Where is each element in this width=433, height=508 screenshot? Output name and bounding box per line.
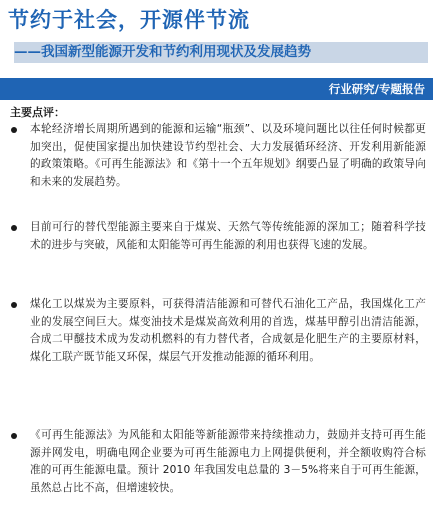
bullet-text: 本轮经济增长周期所遇到的能源和运输“瓶颈”、以及环境问题比以往任何时候都更加突出，促使国家提出加快建设节约型社会、大力发展循环经济、开发利用新能源的政策策略。《可再生能源法》和《第十一个五年规划》纲要凸显了明确的政策导向和未来的发展趋势。: [30, 123, 426, 188]
bullet-text: 目前可行的替代型能源主要来自于煤炭、天然气等传统能源的深加工；随着科学技术的进步与突破，风能和太阳能等可再生能源的利用也获得飞速的发展。: [30, 221, 426, 251]
bullet-icon: [11, 433, 17, 439]
report-subtitle: ——我国新型能源开发和节约利用现状及发展趋势: [14, 42, 428, 63]
category-label: 行业研究/专题报告: [328, 82, 425, 96]
bullet-text: 煤化工以煤炭为主要原料，可获得清洁能源和可替代石油化工产品，我国煤化工产业的发展空间巨大。煤变油技术是煤炭高效利用的首选，煤基甲醇引出清洁能源，合成二甲醚技术成为发动机燃料的有力替代者，合成氨是化肥生产的主要原材料，煤化工联产既节能又环保，煤层气开发推动能源的循环利用。: [30, 298, 426, 363]
report-title: 节约于社会，开源伴节流: [8, 8, 250, 32]
section-heading: 主要点评：: [10, 106, 65, 119]
category-band: [0, 78, 433, 100]
bullet-text: 《可再生能源法》为风能和太阳能等新能源带来持续推动力，鼓励并支持可再生能源并网发电，明确电网企业要为可再生能源电力上网提供便利，并全额收购符合标准的可再生能源电量。预计 2010 年我国发电总量的 3－5%将来自于可再生能源，虽然总占比不高，但增速较快。: [30, 429, 426, 494]
bullet-icon: [11, 225, 17, 231]
bullet-icon: [11, 302, 17, 308]
bullet-icon: [11, 127, 17, 133]
